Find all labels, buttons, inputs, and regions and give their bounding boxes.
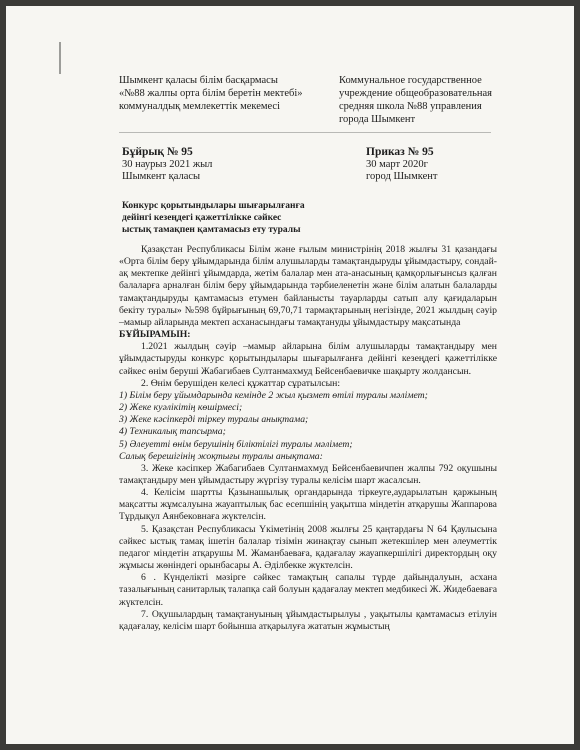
order-city-kz: Шымкент қаласы bbox=[122, 171, 201, 182]
order-subject bbox=[122, 200, 352, 236]
header-kazakh bbox=[119, 74, 334, 113]
header-kz-line: коммуналдық мемлекеттік мекемесі bbox=[119, 101, 281, 112]
order-kazakh bbox=[122, 146, 212, 184]
order-date-ru: 30 март 2020г bbox=[366, 158, 428, 170]
order-title-ru: Приказ № 95 bbox=[366, 146, 434, 158]
order-city-ru: город Шымкент bbox=[366, 171, 438, 182]
paragraph-6: 6 . Күнделікті мәзірге сәйкес тамақтың сапалы түрде дайындалуын, асхана тазалығының санитарлық талапқа сай болуын қадағалау мектеп медбикесі Ж. Жидебаеваға жүктелсін. bbox=[119, 572, 497, 608]
paragraph-7: 7. Оқушылардың тамақтануының ұйымдастырылуы , уақытылы қамтамасыз етілуін қадағалау, келісім шарт бойынша атқарылуға жататын жұмыстың bbox=[119, 608, 497, 632]
order-title-kz: Бұйрық № 95 bbox=[122, 146, 193, 158]
document-list-item: Салық берешігінің жоқтығы туралы анықтама: bbox=[119, 450, 323, 462]
paragraph-2: 2. Өнім берушіден келесі құжаттар сұратылсын: bbox=[141, 377, 341, 389]
document-list-item: 5) Әлеуетті өнім берушінің біліктілігі туралы мәлімет; bbox=[119, 438, 353, 450]
document-list-item: 4) Техникалық тапсырма; bbox=[119, 426, 226, 438]
document-list-item: 2) Жеке куәлікітің көшірмесі; bbox=[119, 402, 243, 414]
paragraph-1: 1.2021 жылдың сәуір –мамыр айларына білім алушыларды тамақтандыру мен ұйымдастыруды конкурс қорытындылары шығарылғанға дейінгі кезеңдегі қажеттілікке сәйкес өнім беруші Жабагибаев Султанмахмуд Бейсенбаевичке шақырту жолдансын. bbox=[119, 341, 497, 377]
paragraph-3: 3. Жеке кәсіпкер Жабагибаев Султанмахмуд Бейсенбаевичпен жалпы 792 оқушыны тамақтандыру мен ұйымдастыру жүргізу туралы келісім шарт жасалсын. bbox=[119, 462, 497, 486]
paragraph-5: 5. Қазақстан Республикасы Үкіметінің 2008 жылғы 25 қаңтардағы N 64 Қаулысына сәйкес ыстық тамақ ішетін балалар тізімін жинақтау сынып жетекшілер мен әлеуметтік педагог міндетін атқарушы М. Жаманбаеваға, қадағалау жауапкершілігі директордың оқу жұмысы жөніндегі орынбасары А. Әділбекке жүктелсін. bbox=[119, 523, 497, 572]
header-kz-line: «№88 жалпы орта білім беретін мектебі» bbox=[119, 88, 303, 99]
order-russian bbox=[366, 146, 437, 184]
header-ru-line: средняя школа №88 управления bbox=[339, 101, 482, 112]
document-list-item: 1) Білім беру ұйымдарында кемінде 2 жыл қызмет өтілі туралы мәлімет; bbox=[119, 389, 428, 401]
document-list-item: 3) Жеке кәсіпкерді тіркеу туралы анықтама; bbox=[119, 414, 309, 426]
header-kz-line: Шымкент қаласы білім басқармасы bbox=[119, 75, 278, 86]
header-russian bbox=[339, 74, 554, 126]
header-ru-line: Коммунальное государственное bbox=[339, 75, 482, 86]
header-ru-line: учреждение общеобразовательная bbox=[339, 88, 492, 99]
subject-line: ыстық тамақпен қамтамасыз ету туралы bbox=[122, 225, 301, 235]
subject-line: Конкурс қорытындылары шығарылғанға bbox=[122, 201, 305, 211]
order-body bbox=[119, 244, 497, 633]
paragraph-4: 4. Келісім шартты Қазынашылық органдарында тіркеуге,аударылатын қаржының мақсатты жұмсалуына жауаптылық бас есепшінің уақытша міндетін атқарушы Жаппарова Тұрдықул Аянбековнаға жүктелсін. bbox=[119, 487, 497, 523]
page-mark bbox=[59, 42, 61, 74]
buyiramyn-heading: БҰЙЫРАМЫН: bbox=[119, 329, 191, 341]
subject-line: дейінгі кезеңдегі қажеттілікке сәйкес bbox=[122, 213, 282, 223]
intro-paragraph: Қазақстан Республикасы Білім және ғылым министрінің 2018 жылғы 31 қазандағы «Орта білім беру ұйымдарында білім алушыларды тамақтандыруды ұйымдастыру, сондай-ақ мектепке дейінгі ұйымдарда, жетім балалар мен ата-анасының қамқорлығынсыз қалған балаларға арналған білім беру ұйымдарында тәрбиеленетін және білім алатын балаларды тамақтандыруды қамтамасыз етумен байланысты тауарларды сатып алу қағидаларын бекіту туралы» №598 бұйрығының 69,70,71 тармақтарының негізінде, 2021 жылдың сәуір –мамыр айларында мектеп асханасындағы тамақтануды ұйымдастыру мақсатында bbox=[119, 244, 497, 328]
header-ru-line: города Шымкент bbox=[339, 114, 416, 125]
header-divider bbox=[119, 132, 491, 133]
order-date-kz: 30 наурыз 2021 жыл bbox=[122, 158, 213, 170]
document-page bbox=[6, 6, 574, 744]
